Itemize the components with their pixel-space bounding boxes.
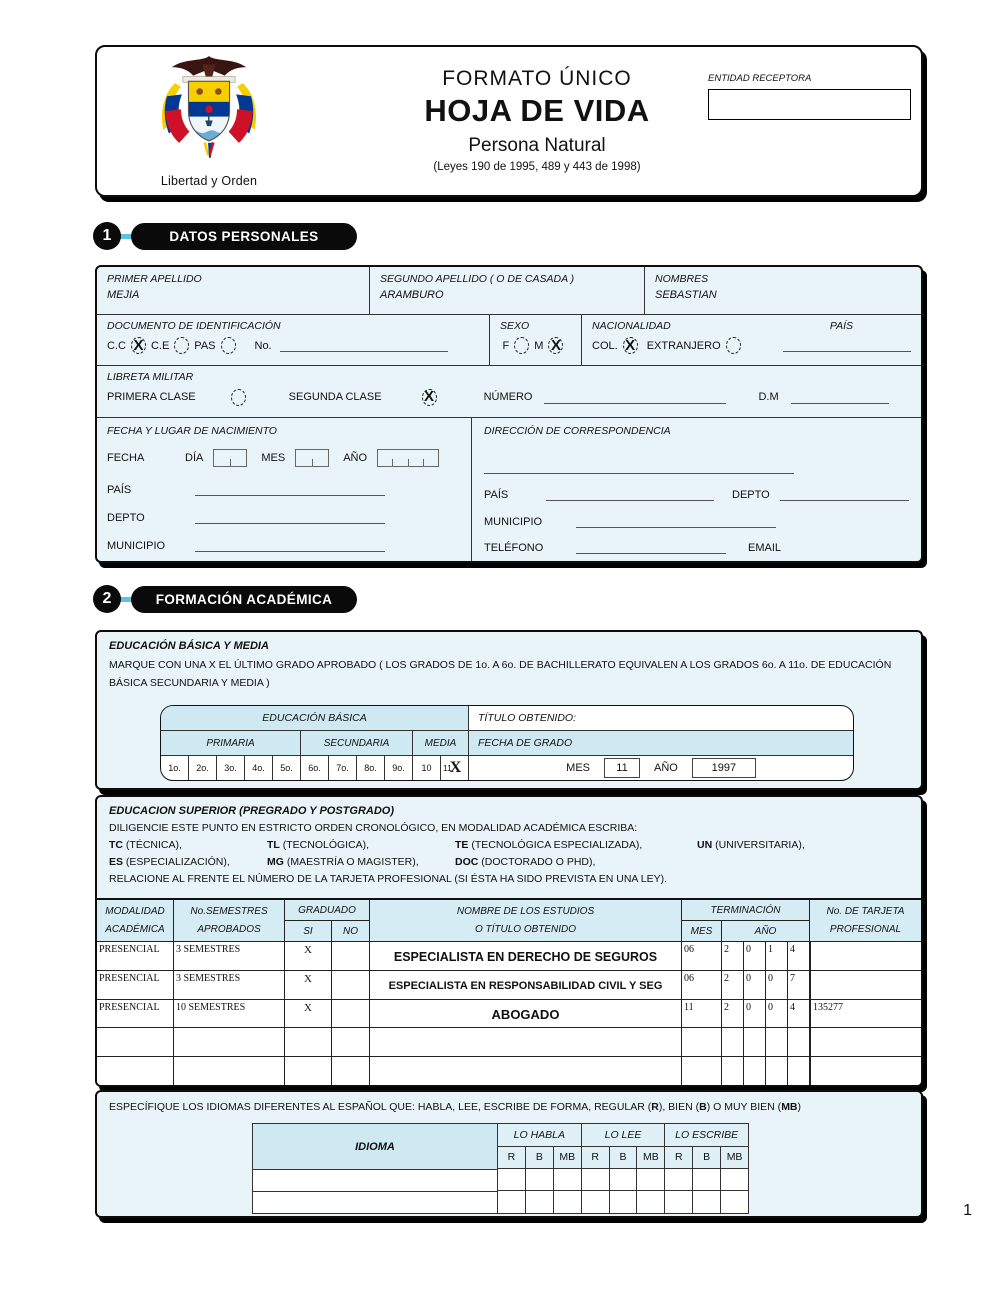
documento-numero-line[interactable] (280, 339, 448, 352)
grade-table (160, 705, 854, 781)
lo-escribe-header: LO ESCRIBE (675, 1128, 739, 1141)
grade-cell-7[interactable]: 7o. (329, 756, 357, 780)
libreta-numero-line[interactable] (544, 391, 726, 404)
dir-depto-label: DEPTO (732, 489, 770, 501)
cc-checkbox[interactable]: X (131, 337, 146, 354)
extranjero-checkbox[interactable] (726, 337, 741, 354)
idioma-skill-row (498, 1169, 748, 1191)
fecha-grado-label: FECHA DE GRADO (469, 731, 853, 755)
table-row-empty (97, 1028, 921, 1057)
educacion-basica-header: EDUCACIÓN BÁSICA (161, 706, 469, 730)
primera-clase-checkbox[interactable] (231, 389, 246, 406)
col-checkbox[interactable]: X (623, 337, 638, 354)
ce-label: C.E (150, 339, 170, 352)
row-graduado-no[interactable] (332, 971, 370, 999)
section1-title: DATOS PERSONALES (131, 223, 357, 250)
dia-box[interactable] (213, 449, 247, 467)
no-label: No. (254, 339, 272, 352)
grado-ano-value[interactable]: 1997 (692, 758, 756, 778)
form-header (95, 45, 923, 197)
grade-cell-9[interactable]: 9o. (385, 756, 413, 780)
pas-checkbox[interactable] (221, 337, 236, 354)
grado-mes-value[interactable]: 11 (604, 758, 640, 778)
nacimiento-pais-label: PAÍS (107, 484, 132, 496)
grade-cell-2[interactable]: 2o. (189, 756, 217, 780)
sexo-f-checkbox[interactable] (514, 337, 529, 354)
table-row: PRESENCIAL 3 SEMESTRES X ESPECIALISTA EN DERECHO DE SEGUROS 06 2 0 1 4 (97, 942, 921, 971)
row-tarjeta[interactable] (810, 971, 921, 999)
cc-label: C.C (107, 339, 126, 352)
page-title: HOJA DE VIDA (424, 93, 650, 128)
numero-label: NÚMERO (483, 391, 533, 404)
dia-label: DÍA (185, 452, 204, 464)
higher-education-table (97, 898, 921, 1085)
row-modalidad[interactable]: PRESENCIAL (97, 971, 174, 999)
mes-box[interactable] (295, 449, 329, 467)
nombres-value[interactable]: SEBASTIAN (655, 289, 717, 301)
page-number: 1 (963, 1202, 972, 1219)
mes-label: MES (261, 452, 286, 464)
nacimiento-label: FECHA Y LUGAR DE NACIMIENTO (107, 425, 277, 437)
primer-apellido-label: PRIMER APELLIDO (107, 273, 202, 285)
documento-label: DOCUMENTO DE IDENTIFICACIÓN (107, 320, 281, 333)
primaria-header: PRIMARIA (161, 731, 301, 755)
nacionalidad-label: NACIONALIDAD (592, 320, 671, 333)
idiomas-table: IDIOMA LO HABLA LO LEE LO ESCRIBE R B MB R B MB R B MB (252, 1123, 749, 1214)
correspondencia-label: DIRECCIÓN DE CORRESPONDENCIA (484, 425, 671, 437)
row-graduado-no[interactable] (332, 1000, 370, 1028)
entidad-receptora-label: ENTIDAD RECEPTORA (708, 73, 812, 84)
modality-codes-row1: TC (TÉCNICA), TL (TECNOLÓGICA), TE (TECNOLÓGICA ESPECIALIZADA), UN (UNIVERSITARIA), (109, 839, 805, 851)
fecha-label: FECHA (107, 452, 145, 464)
idioma-header: IDIOMA (253, 1124, 497, 1170)
modality-codes-row2: ES (ESPECIALIZACIÓN), MG (MAESTRÍA O MAGISTER), DOC (DOCTORADO O PHD), (109, 856, 596, 868)
educacion-superior-box (95, 795, 923, 1087)
row-mes[interactable]: 11 (682, 1000, 722, 1028)
form-laws: (Leyes 190 de 1995, 489 y 443 de 1998) (433, 161, 641, 173)
row-titulo[interactable]: ESPECIALISTA EN DERECHO DE SEGUROS (370, 942, 682, 970)
nacimiento-municipio-label: MUNICIPIO (107, 540, 166, 552)
form-type-title: FORMATO ÚNICO (442, 67, 632, 90)
section2-title: FORMACIÓN ACADÉMICA (131, 586, 357, 613)
section2-header (93, 585, 357, 613)
nacionalidad-pais-label: PAÍS (829, 320, 853, 333)
lo-habla-header: LO HABLA (498, 1124, 582, 1146)
nacimiento-depto-line[interactable] (195, 511, 385, 524)
entidad-receptora-field[interactable] (708, 89, 911, 120)
sexo-f-label: F (502, 339, 510, 352)
idioma-input-row[interactable] (253, 1170, 497, 1192)
grade-cell-6[interactable]: 6o. (301, 756, 329, 780)
segunda-clase-checkbox[interactable]: X (422, 389, 437, 406)
datos-personales-box (95, 265, 923, 563)
row-graduado-si[interactable]: X (285, 942, 332, 970)
lo-lee-header: LO LEE (582, 1124, 666, 1146)
grado-ano-label: AÑO (654, 762, 678, 774)
row-tarjeta[interactable] (810, 942, 921, 970)
row-tarjeta[interactable]: 135277 (810, 1000, 921, 1028)
titulo-obtenido-label[interactable]: TÍTULO OBTENIDO: (478, 712, 577, 724)
row-mes[interactable]: 06 (682, 971, 722, 999)
segundo-apellido-label: SEGUNDO APELLIDO ( O DE CASADA ) (380, 273, 575, 285)
secundaria-header: SECUNDARIA (301, 731, 413, 755)
basica-heading: EDUCACIÓN BÁSICA Y MEDIA (109, 640, 269, 652)
section2-number-badge: 2 (93, 585, 121, 613)
telefono-line[interactable] (576, 541, 726, 554)
superior-line-last: RELACIONE AL FRENTE EL NÚMERO DE LA TARJETA PROFESIONAL (SI ÉSTA HA SIDO PREVISTA EN UNA LEY). (109, 873, 668, 885)
idioma-input-row[interactable] (253, 1192, 497, 1213)
grado-mes-label: MES (566, 762, 590, 774)
row-modalidad[interactable]: PRESENCIAL (97, 1000, 174, 1028)
grade-cell-4[interactable]: 4o. (245, 756, 273, 780)
nacimiento-pais-line[interactable] (195, 483, 385, 496)
grade-cell-8[interactable]: 8o. (357, 756, 385, 780)
dir-municipio-label: MUNICIPIO (484, 516, 543, 528)
table-row-empty (97, 1057, 921, 1085)
pas-label: PAS (194, 339, 216, 352)
form-subtitle: Persona Natural (468, 135, 606, 156)
row-mes[interactable]: 06 (682, 942, 722, 970)
grade-11-x-mark: X (449, 759, 462, 776)
dir-pais-label: PAÍS (484, 489, 509, 501)
higher-education-table-header: MODALIDAD ACADÉMICA No.SEMESTRES APROBADOS GRADUADO SI NO NOMBRE DE LOS ESTUDIOS O TÍTULO OBTENIDO TERMINACIÓN MES AÑO No. DE TARJETA PROFESIONAL (97, 900, 921, 942)
sexo-m-checkbox[interactable]: X (548, 337, 563, 354)
basica-instructions: MARQUE CON UNA X EL ÚLTIMO GRADO APROBADO ( LOS GRADOS DE 1o. A 6o. DE BACHILLERATO EQUIVALEN A LOS GRADOS 6o. A 11o. DE EDUCACIÓN BÁSICA SECUNDARIA Y MEDIA ) (109, 659, 892, 690)
nacionalidad-pais-line[interactable] (783, 339, 911, 352)
dm-label: D.M (758, 391, 779, 404)
telefono-label: TELÉFONO (484, 542, 544, 554)
grade-cell-10[interactable]: 10 (413, 756, 441, 780)
coat-caption: Libertad y Orden (160, 174, 258, 188)
dir-pais-line[interactable] (546, 488, 714, 501)
primera-clase-label: PRIMERA CLASE (107, 391, 196, 404)
grade-cell-11-marked[interactable]: 11 X (441, 756, 469, 780)
segundo-apellido-value[interactable]: ARAMBURO (380, 289, 444, 301)
table-row: PRESENCIAL 10 SEMESTRES X ABOGADO 11 2 0 0 4 135277 (97, 1000, 921, 1029)
colombia-coat-of-arms (149, 53, 269, 195)
section1-header (93, 222, 357, 250)
table-row: PRESENCIAL 3 SEMESTRES X ESPECIALISTA EN RESPONSABILIDAD CIVIL Y SEG 06 2 0 0 7 (97, 971, 921, 1000)
ce-checkbox[interactable] (174, 337, 189, 354)
sexo-m-label: M (534, 339, 544, 352)
grade-cell-5[interactable]: 5o. (273, 756, 301, 780)
nacimiento-depto-label: DEPTO (107, 512, 145, 524)
direccion-line[interactable] (484, 461, 794, 474)
nacimiento-municipio-line[interactable] (195, 539, 385, 552)
row-semestres[interactable]: 3 SEMESTRES (174, 942, 285, 970)
email-label: EMAIL (748, 542, 782, 554)
grade-cell-1[interactable]: 1o. (161, 756, 189, 780)
idiomas-box (95, 1090, 923, 1218)
libreta-label: LIBRETA MILITAR (107, 370, 194, 383)
col-label: COL. (592, 339, 618, 352)
superior-heading: EDUCACION SUPERIOR (PREGRADO Y POSTGRADO) (109, 805, 395, 817)
dir-depto-line[interactable] (780, 488, 909, 501)
row-graduado-si[interactable]: X (285, 971, 332, 999)
primer-apellido-value[interactable]: MEJIA (107, 289, 140, 301)
idiomas-instructions: ESPECÍFIQUE LOS IDIOMAS DIFERENTES AL ESPAÑOL QUE: HABLA, LEE, ESCRIBE DE FORMA, REGULAR (R), BIEN (B) O MUY BIEN (MB) (109, 1101, 802, 1113)
row-modalidad[interactable]: PRESENCIAL (97, 942, 174, 970)
dm-line[interactable] (791, 391, 889, 404)
superior-line1: DILIGENCIE ESTE PUNTO EN ESTRICTO ORDEN CRONOLÓGICO, EN MODALIDAD ACADÉMICA ESCRIBA: (109, 822, 638, 834)
sexo-label: SEXO (500, 320, 530, 333)
segunda-clase-label: SEGUNDA CLASE (288, 391, 382, 404)
row-graduado-no[interactable] (332, 942, 370, 970)
idioma-skill-row (498, 1191, 748, 1213)
ano-box[interactable] (377, 449, 439, 467)
row-titulo[interactable]: ABOGADO (370, 1000, 682, 1028)
row-semestres[interactable]: 10 SEMESTRES (174, 1000, 285, 1028)
row-semestres[interactable]: 3 SEMESTRES (174, 971, 285, 999)
grade-cell-3[interactable]: 3o. (217, 756, 245, 780)
nombres-label: NOMBRES (655, 273, 709, 285)
extranjero-label: EXTRANJERO (646, 339, 721, 352)
section1-number-badge: 1 (93, 222, 121, 250)
dir-municipio-line[interactable] (576, 515, 776, 528)
educacion-basica-box (95, 630, 923, 790)
row-titulo[interactable]: ESPECIALISTA EN RESPONSABILIDAD CIVIL Y SEG (370, 971, 682, 999)
row-graduado-si[interactable]: X (285, 1000, 332, 1028)
media-header: MEDIA (413, 731, 469, 755)
ano-label: AÑO (343, 452, 368, 464)
coat-of-arms-icon (153, 53, 265, 173)
